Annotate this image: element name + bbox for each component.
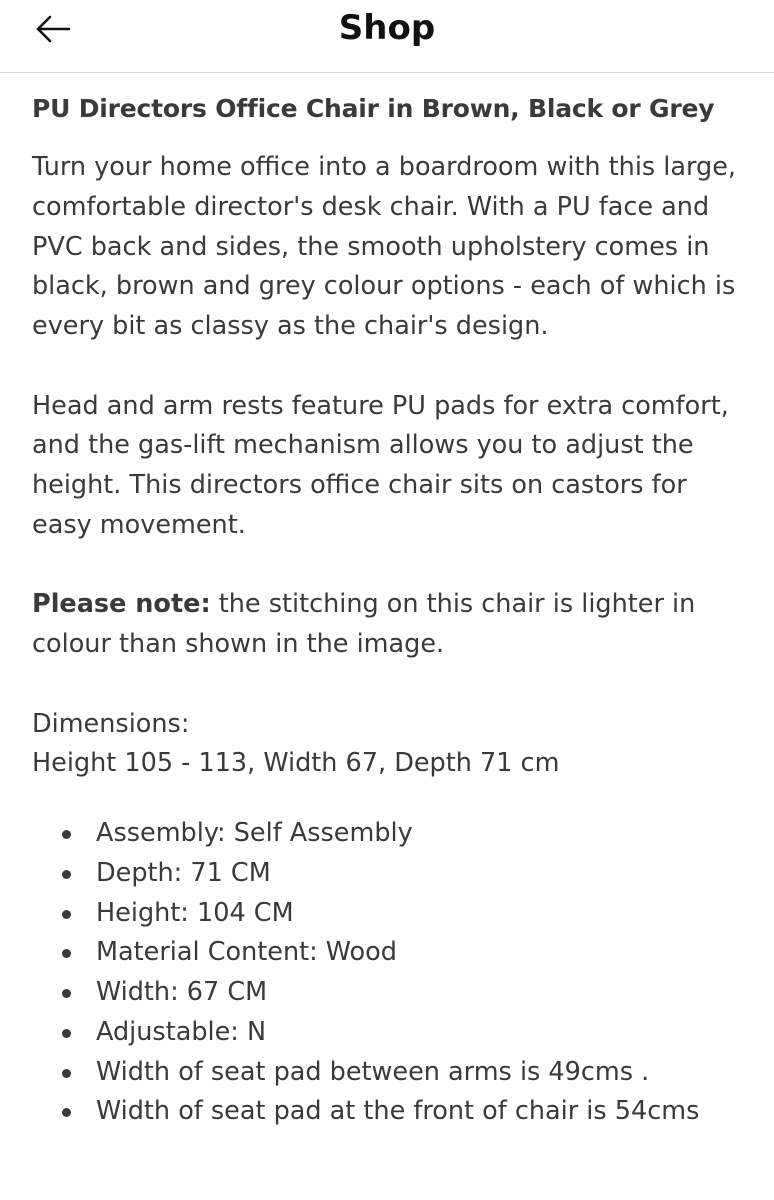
page-title: Shop: [338, 8, 436, 48]
bullet-icon: [62, 1069, 71, 1078]
spec-text: Material Content: Wood: [96, 937, 397, 968]
bullet-icon: [62, 1029, 71, 1038]
spec-item: [32, 894, 742, 934]
product-description: [0, 92, 774, 1132]
spec-item: [32, 1013, 742, 1053]
spec-item: [32, 854, 742, 894]
description-paragraph-1: Turn your home office into a boardroom with this large, comfortable director's desk chair. With a PU face and PVC back and sides, the smooth upholstery comes in black, brown and grey colour options - each of which is every bit as classy as the chair's design.: [32, 152, 737, 341]
bullet-icon: [62, 949, 71, 958]
spec-text: Adjustable: N: [96, 1016, 267, 1047]
spec-text: Height: 104 CM: [96, 897, 294, 928]
dimensions-value: Height 105 - 113, Width 67, Depth 71 cm: [32, 748, 560, 779]
spec-text: Depth: 71 CM: [96, 857, 271, 888]
bullet-icon: [62, 910, 71, 919]
top-bar: [0, 0, 774, 73]
spec-text: Width: 67 CM: [96, 977, 268, 1007]
spec-text: Width of seat pad between arms is 49cms .: [96, 1056, 650, 1087]
bullet-icon: [62, 989, 71, 998]
bullet-icon: [62, 1108, 71, 1117]
spec-item: [32, 973, 742, 1013]
spec-item: [32, 1053, 742, 1093]
spec-item: [32, 814, 742, 854]
description-paragraph-2: Head and arm rests feature PU pads for extra comfort, and the gas-lift mechanism allows you to adjust the height. This directors office chair sits on castors for easy movement.: [32, 390, 729, 540]
product-title: PU Directors Office Chair in Brown, Black or Grey: [32, 94, 715, 123]
note-paragraph: [32, 585, 742, 665]
dimensions-label: Dimensions:: [32, 708, 190, 739]
spec-item: [32, 1092, 742, 1132]
bullet-icon: [62, 870, 71, 879]
spec-text: Width of seat pad at the front of chair is 54cms: [96, 1096, 700, 1127]
spec-item: [32, 933, 742, 973]
spec-list: [32, 814, 742, 1132]
spec-text: Assembly: Self Assembly: [96, 818, 413, 848]
note-text: the stitching on this chair is lighter in colour than shown in the image.: [32, 589, 696, 659]
note-label: Please note:: [32, 589, 211, 620]
bullet-icon: [62, 830, 71, 839]
